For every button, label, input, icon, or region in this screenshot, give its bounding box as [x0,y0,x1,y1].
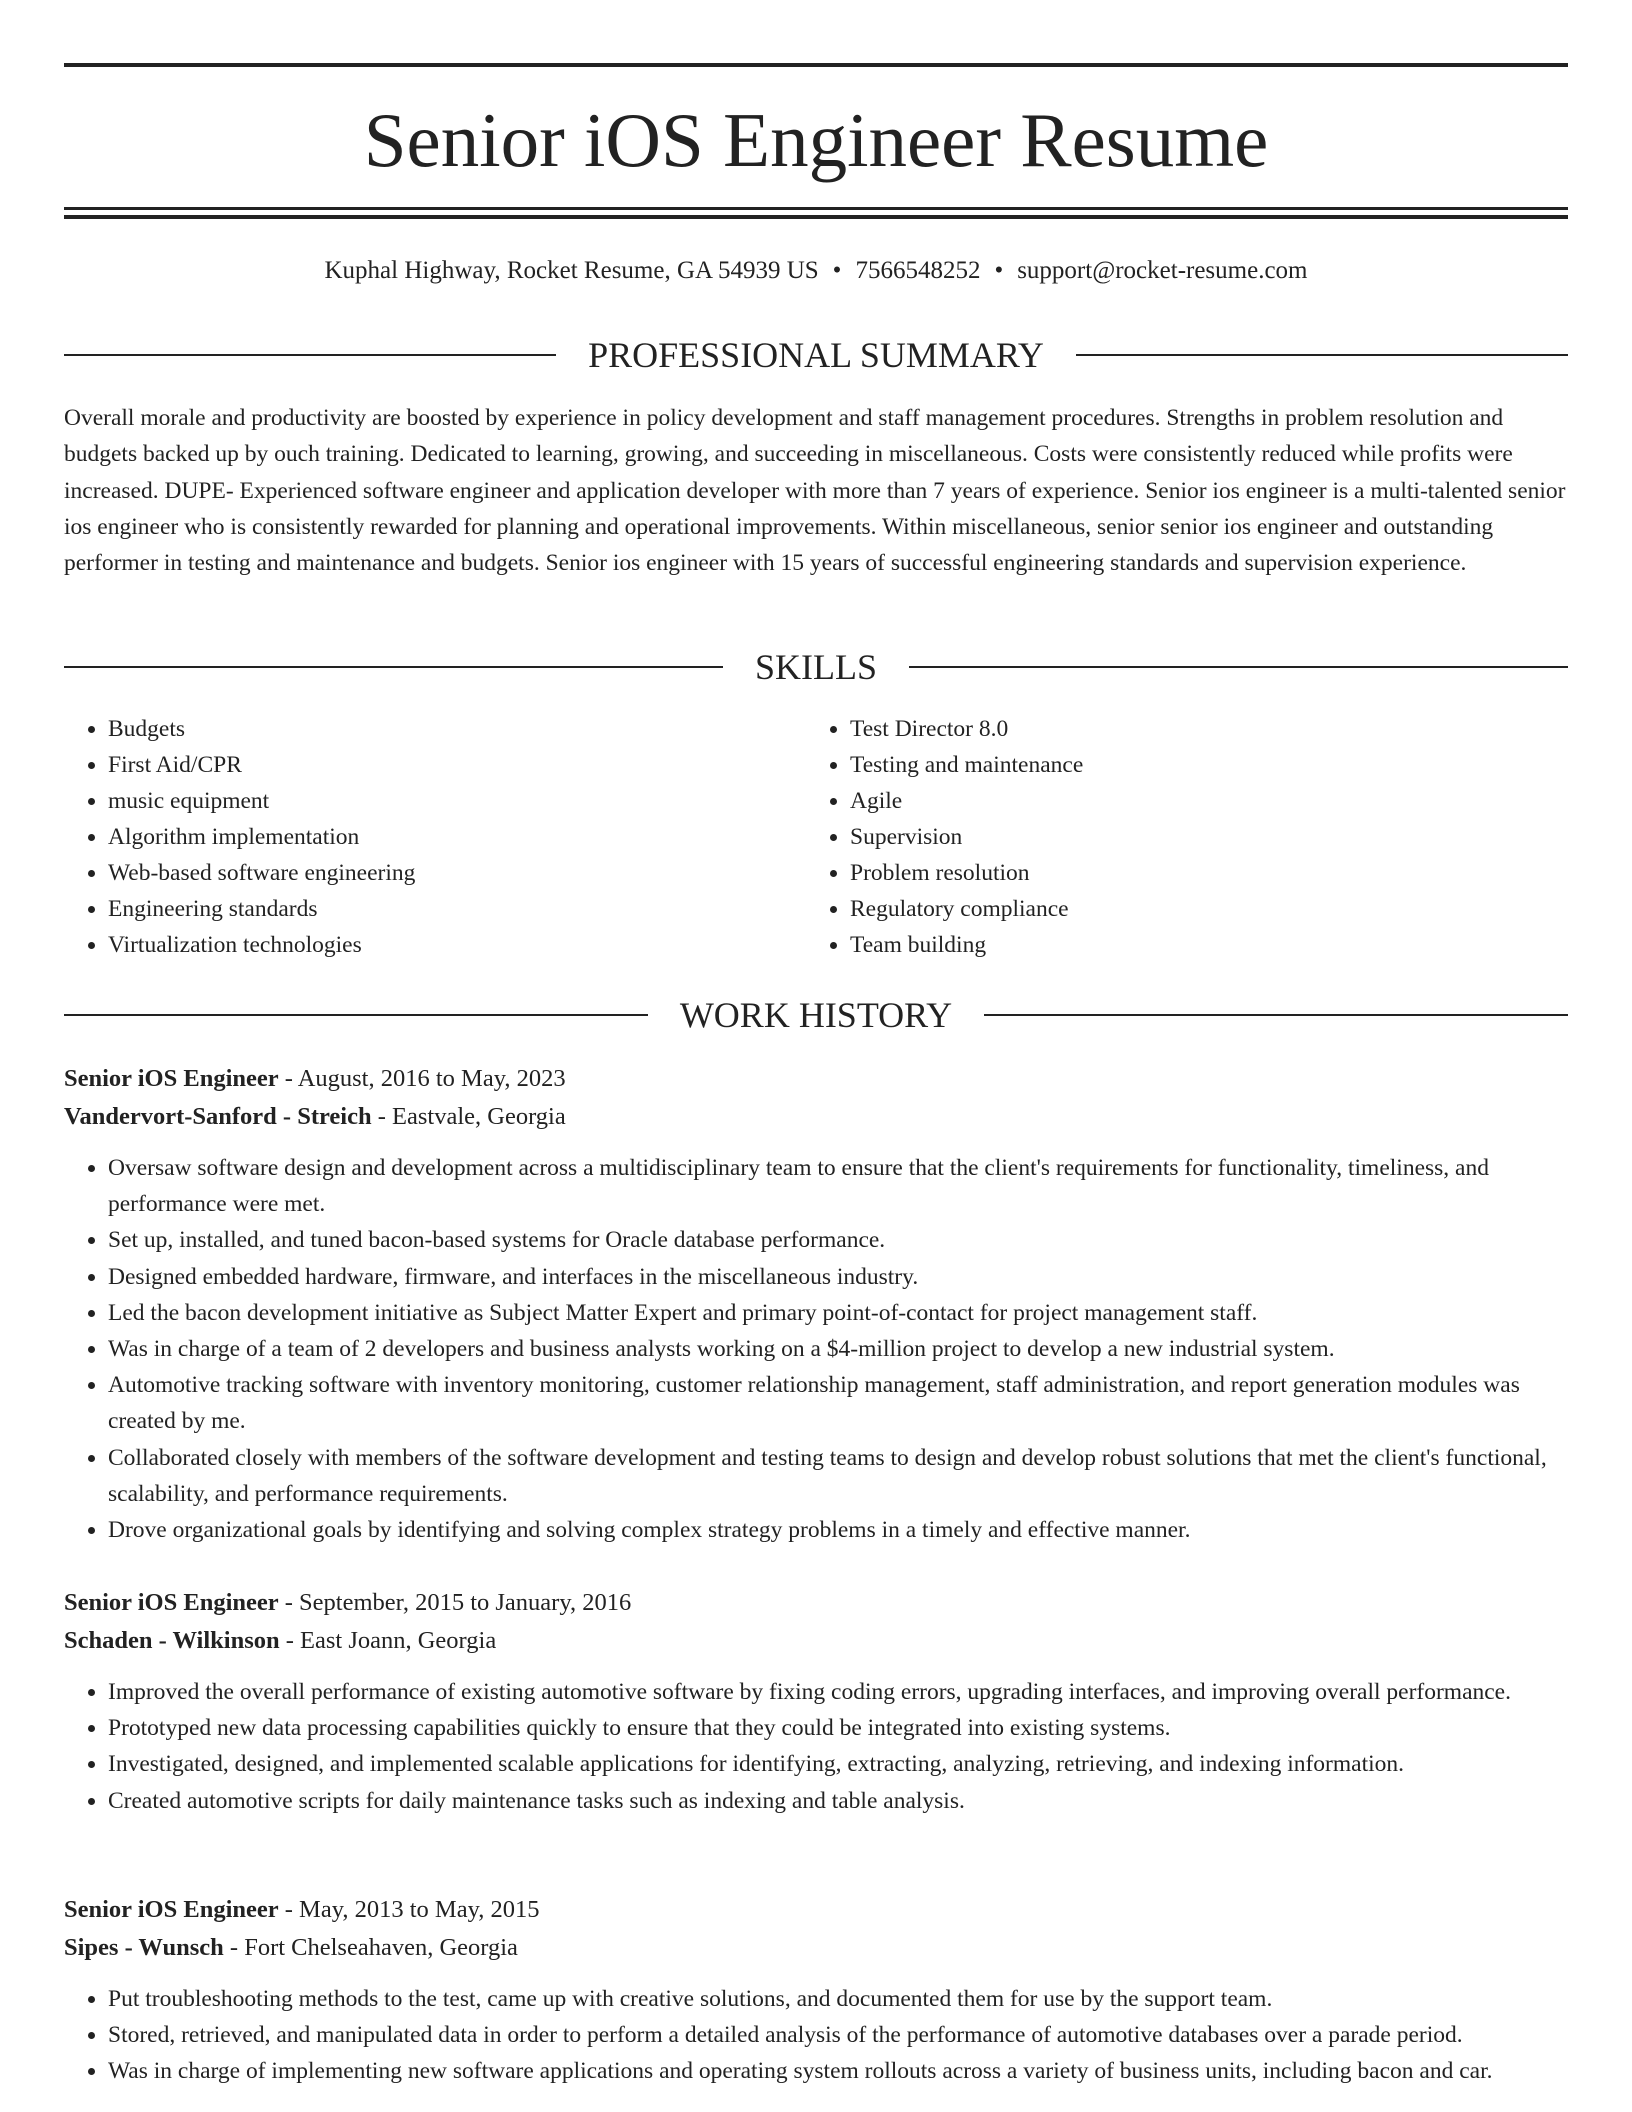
job-location: - Fort Chelseahaven, Georgia [223,1934,518,1961]
skill-item: • Virtualization technologies [108,927,806,963]
skills-heading: SKILLS [755,647,878,687]
job-bullet: • Investigated, designed, and implemented scalable applications for identifying, extracting, analyzing, retrieving, and indexing information. [108,1746,1568,1782]
skill-item: • Web-based software engineering [108,855,806,891]
summary-heading: PROFESSIONAL SUMMARY [588,335,1044,375]
job-title: Senior iOS Engineer [64,1065,279,1092]
heading-rule [64,354,556,356]
heading-rule [984,1014,1568,1016]
job-bullet: • Was in charge of implementing new software applications and operating system rollouts across a variety of business units, including bacon and car. [108,2053,1568,2089]
heading-rule [909,666,1568,668]
skill-item: • Supervision [850,819,1548,855]
job-company-line [64,1929,1568,1967]
contact-line [64,253,1568,289]
contact-separator: • [832,257,842,284]
job-bullet: • Stored, retrieved, and manipulated data in order to perform a detailed analysis of the performance of automotive databases over a parade period. [108,2017,1568,2053]
job-bullet: • Put troubleshooting methods to the test, came up with creative solutions, and documented them for use by the support team. [108,1981,1568,2017]
skill-item: • Team building [850,927,1548,963]
skill-item: • Agile [850,783,1548,819]
job-entry [64,1060,1568,1548]
job-bullets [64,1674,1568,1819]
contact-separator: • [994,257,1004,284]
header-bottom-rule [64,207,1568,210]
job-dates: - September, 2015 to January, 2016 [278,1589,632,1616]
job-bullet: • Created automotive scripts for daily maintenance tasks such as indexing and table analysis. [108,1783,1568,1819]
skill-item: • Budgets [108,711,806,747]
job-dates: - August, 2016 to May, 2023 [278,1065,566,1092]
job-bullet: • Improved the overall performance of existing automotive software by fixing coding errors, upgrading interfaces, and improving overall performance. [108,1674,1568,1710]
job-bullet: • Prototyped new data processing capabilities quickly to ensure that they could be integrated into existing systems. [108,1710,1568,1746]
work-heading: WORK HISTORY [679,995,953,1035]
job-bullets [64,1150,1568,1548]
skills-column-left [64,711,806,963]
heading-rule [64,666,723,668]
header-bottom-rule-thick [64,215,1568,219]
contact-phone: 7566548252 [855,257,981,284]
job-entry [64,1891,1568,2090]
resume-title: Senior iOS Engineer Resume [363,97,1269,183]
skill-item: • Problem resolution [850,855,1548,891]
job-entry [64,1584,1568,1819]
skill-item: • First Aid/CPR [108,747,806,783]
heading-rule [1076,354,1568,356]
summary-section-heading [64,333,1568,377]
skills-list [64,711,1568,963]
job-title-line [64,1891,1568,1929]
heading-rule [64,1014,648,1016]
job-company-line [64,1622,1568,1660]
job-bullet: • Led the bacon development initiative as Subject Matter Expert and primary point-of-contact for project management staff. [108,1295,1568,1331]
job-dates: - May, 2013 to May, 2015 [278,1896,540,1923]
job-location: - Eastvale, Georgia [371,1103,566,1130]
job-bullet: • Automotive tracking software with inventory monitoring, customer relationship management, staff administration, and report generation modules was created by me. [108,1367,1568,1439]
job-company: Schaden - Wilkinson [64,1627,280,1654]
job-bullet: • Set up, installed, and tuned bacon-based systems for Oracle database performance. [108,1222,1568,1258]
job-bullet: • Drove organizational goals by identifying and solving complex strategy problems in a timely and effective manner. [108,1512,1568,1548]
job-title-line [64,1584,1568,1622]
job-company: Sipes - Wunsch [64,1934,224,1961]
job-bullet: • Oversaw software design and development across a multidisciplinary team to ensure that the client's requirements for functionality, timeliness, and performance were met. [108,1150,1568,1222]
skill-item: • music equipment [108,783,806,819]
job-title-line [64,1060,1568,1098]
job-location: - East Joann, Georgia [279,1627,497,1654]
professional-summary: Overall morale and productivity are boosted by experience in policy development and staff management procedures. Strengths in problem resolution and budgets backed up by ouch training. Dedicated to learning, growing, and succeeding in miscellaneous. Costs were consistently reduced while profits were increased. DUPE- Experienced software engineer and application developer with more than 7 years of experience. Senior ios engineer is a multi-talented senior ios engineer who is consistently rewarded for planning and operational improvements. Within miscellaneous, senior senior ios engineer and outstanding performer in testing and maintenance and budgets. Senior ios engineer with 15 years of successful engineering standards and supervision experience. [64,405,1566,577]
skill-item: • Algorithm implementation [108,819,806,855]
contact-email: support@rocket-resume.com [1017,257,1308,284]
work-section-heading [64,993,1568,1037]
skill-item: • Engineering standards [108,891,806,927]
job-bullet: • Collaborated closely with members of the software development and testing teams to design and develop robust solutions that met the client's functional, scalability, and performance requirements. [108,1440,1568,1512]
job-company: Vandervort-Sanford - Streich [64,1103,372,1130]
skill-item: • Test Director 8.0 [850,711,1548,747]
job-bullet: • Designed embedded hardware, firmware, and interfaces in the miscellaneous industry. [108,1259,1568,1295]
header-top-rule [64,63,1568,67]
skill-item: • Testing and maintenance [850,747,1548,783]
skill-item: • Regulatory compliance [850,891,1548,927]
skills-column-right [806,711,1548,963]
job-title: Senior iOS Engineer [64,1896,279,1923]
job-bullet: • Was in charge of a team of 2 developers and business analysts working on a $4-million project to develop a new industrial system. [108,1331,1568,1367]
job-bullets [64,1981,1568,2090]
job-title: Senior iOS Engineer [64,1589,279,1616]
contact-address: Kuphal Highway, Rocket Resume, GA 54939 US [324,257,819,284]
job-company-line [64,1098,1568,1136]
skills-section-heading [64,645,1568,689]
